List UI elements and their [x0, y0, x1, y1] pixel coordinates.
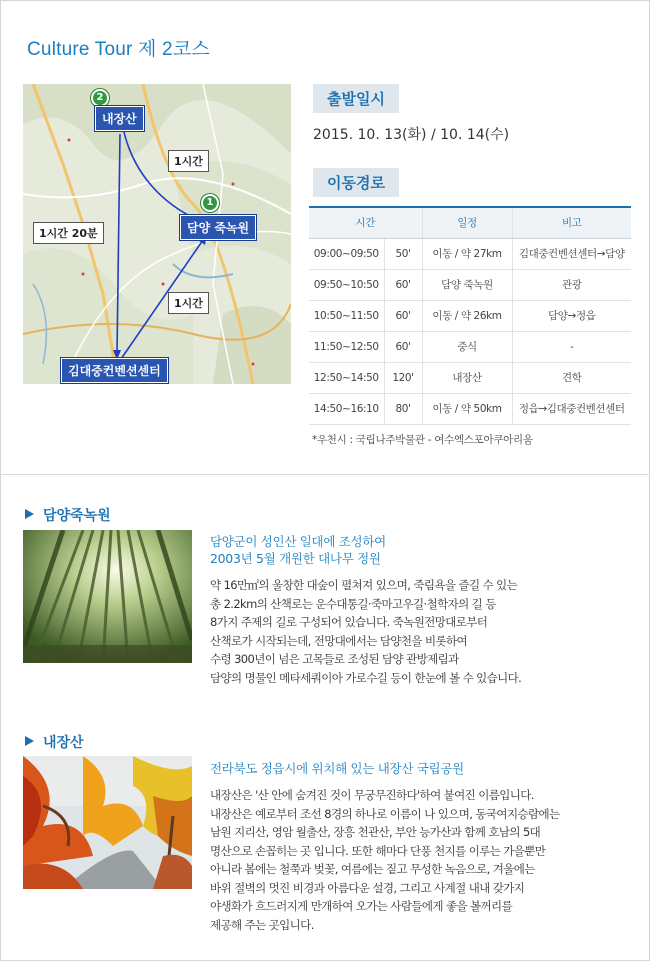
autumn-foliage-photo	[23, 756, 192, 889]
header-schedule: 일정	[422, 207, 512, 238]
cell-note: 견학	[512, 362, 631, 393]
table-row	[309, 300, 631, 331]
page-title: Culture Tour 제 2코스	[27, 39, 210, 60]
cell-schedule: 이동 / 약 26km	[422, 300, 512, 331]
cell-minutes: 60'	[384, 331, 422, 362]
cell-minutes: 120'	[384, 362, 422, 393]
map-place-naejangsan: 내장산	[95, 106, 144, 131]
cell-time: 11:50~12:50	[309, 331, 384, 362]
route-map	[23, 84, 291, 384]
map-duration-label-3: 1시간	[168, 292, 209, 314]
body-line: 담양의 명물인 메타세쿼이아 가로수길 등이 한눈에 볼 수 있습니다.	[210, 670, 522, 685]
lead-line: 담양군이 성인산 일대에 조성하여	[210, 534, 386, 549]
body-line: 바위 절벽의 멋진 비경과 아름다운 설경, 그리고 사계절 내내 갖가지	[210, 880, 525, 895]
header-note: 비고	[512, 207, 631, 238]
cell-time: 09:00~09:50	[309, 238, 384, 269]
schedule-header-row	[309, 207, 631, 238]
body-line: 남원 지리산, 영암 월출산, 장흥 천관산, 부안 능가산과 함께 호남의 5대	[210, 825, 541, 839]
route-label: 이동경로	[313, 168, 399, 197]
bamboo-forest-photo	[23, 530, 192, 663]
section-heading-damyang	[25, 505, 111, 525]
damyang-description	[210, 576, 521, 687]
section-heading-label: 담양죽녹원	[43, 508, 111, 524]
cell-note: -	[512, 331, 631, 362]
cell-minutes: 60'	[384, 300, 422, 331]
body-line: 내장산은 예로부터 조선 8경의 하나로 이름이 나 있으며, 동국여지승람에는	[210, 806, 560, 821]
body-line: 수령 300년이 넘은 고목들로 조성된 담양 관방제림과	[210, 652, 459, 666]
cell-schedule: 이동 / 약 50km	[422, 393, 512, 424]
naejangsan-description	[210, 786, 559, 934]
cell-schedule: 내장산	[422, 362, 512, 393]
departure-label: 출발일시	[313, 84, 399, 113]
cell-note: 김대중컨벤션센터→담양	[512, 238, 631, 269]
cell-note: 담양→정읍	[512, 300, 631, 331]
cell-time: 10:50~11:50	[309, 300, 384, 331]
cell-schedule: 담양 죽녹원	[422, 269, 512, 300]
cell-time: 12:50~14:50	[309, 362, 384, 393]
damyang-lead	[210, 533, 386, 567]
body-line: 내장산은 '산 안에 숨겨진 것이 무궁무진하다'하여 붙여진 이름입니다.	[210, 788, 534, 802]
naejangsan-lead	[210, 760, 464, 777]
body-line: 총 2.2km의 산책로는 운수대통길·죽마고우길·철학자의 길 등	[210, 596, 496, 611]
body-line: 8가지 주제의 길로 구성되어 있습니다. 죽녹원전망대로부터	[210, 615, 488, 629]
map-duration-label-1: 1시간	[168, 150, 209, 172]
map-duration-label-2: 1시간 20분	[33, 222, 104, 244]
lead-line: 전라북도 정읍시에 위치해 있는 내장산 국립공원	[210, 761, 464, 776]
header-time: 시간	[309, 207, 422, 238]
body-line: 아니라 봄에는 철쭉과 벚꽃, 여름에는 짙고 무성한 녹음으로, 겨울에는	[210, 862, 535, 876]
cell-minutes: 50'	[384, 238, 422, 269]
cell-minutes: 80'	[384, 393, 422, 424]
section-divider	[0, 474, 650, 475]
marker-1: 1	[201, 194, 219, 212]
rain-footnote: *우천시 : 국립나주박물관 - 여수엑스포아쿠아리움	[312, 434, 533, 446]
body-line: 산책로가 시작되는데, 전망대에서는 담양천을 비롯하여	[210, 633, 467, 648]
cell-minutes: 60'	[384, 269, 422, 300]
cell-note: 관광	[512, 269, 631, 300]
table-row	[309, 331, 631, 362]
table-row	[309, 269, 631, 300]
map-place-damyang: 담양 죽녹원	[180, 215, 256, 240]
triangle-right-icon	[25, 736, 34, 746]
departure-date: 2015. 10. 13(화) / 10. 14(수)	[313, 127, 510, 143]
map-place-kdj-convention: 김대중컨벤션센터	[61, 358, 168, 383]
cell-schedule: 중식	[422, 331, 512, 362]
body-line: 야생화가 흐드러지게 만개하여 오가는 사람들에게 좋을 볼꺼리를	[210, 899, 513, 913]
body-line: 제공해 주는 곳입니다.	[210, 917, 314, 932]
section-heading-label: 내장산	[43, 735, 84, 751]
table-row	[309, 238, 631, 269]
cell-note: 정읍→김대중컨벤션센터	[512, 393, 631, 424]
body-line: 약 16만㎡의 울창한 대숲이 펼쳐져 있으며, 죽림욕을 즐길 수 있는	[210, 578, 518, 592]
cell-time: 14:50~16:10	[309, 393, 384, 424]
lead-line: 2003년 5월 개원한 대나무 정원	[210, 551, 381, 566]
body-line: 명산으로 손꼽히는 곳 입니다. 또한 해마다 단풍 천지를 이루는 가을뿐만	[210, 843, 546, 858]
table-row	[309, 362, 631, 393]
marker-2: 2	[91, 89, 109, 107]
cell-schedule: 이동 / 약 27km	[422, 238, 512, 269]
schedule-table	[309, 206, 631, 425]
cell-time: 09:50~10:50	[309, 269, 384, 300]
section-heading-naejangsan	[25, 732, 84, 752]
table-row	[309, 393, 631, 424]
triangle-right-icon	[25, 509, 34, 519]
